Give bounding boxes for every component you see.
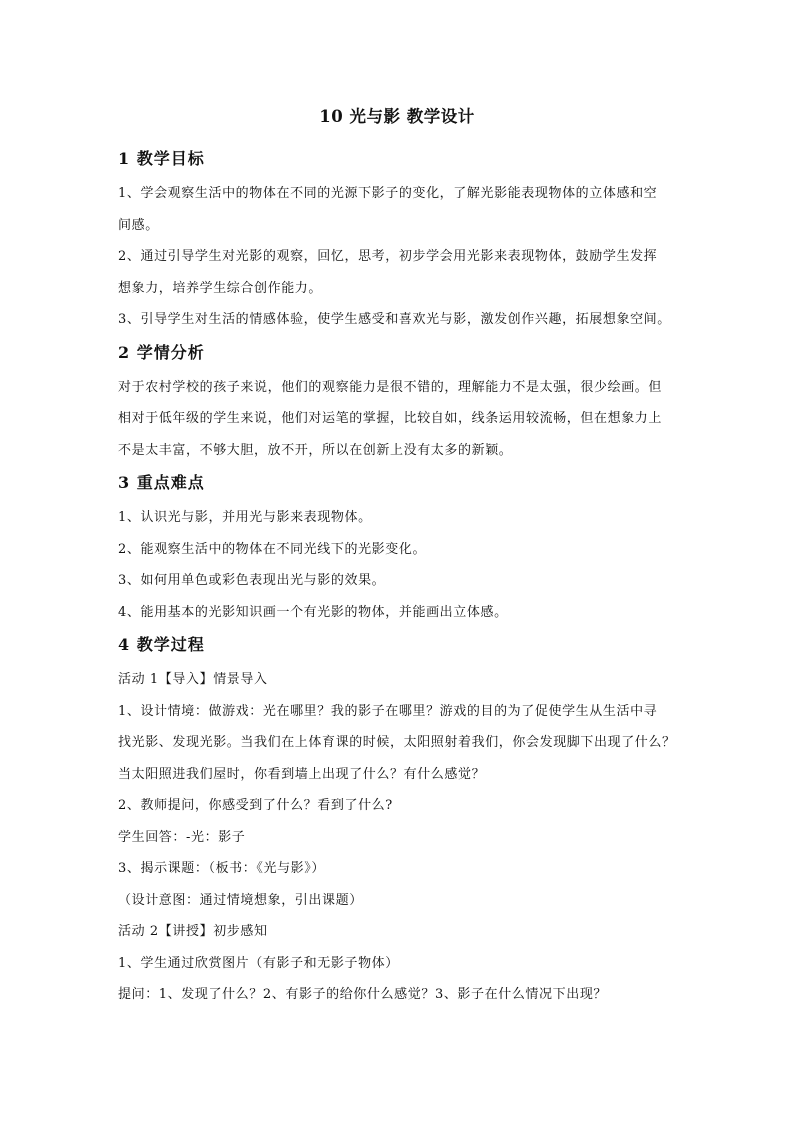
section-heading: 3 重点难点 (118, 473, 205, 492)
paragraph-line: 想象力，培养学生综合创作能力。 (118, 280, 323, 296)
paragraph-line: 1、认识光与影，并用光与影来表现物体。 (118, 510, 372, 525)
document-title: 10 光与影 教学设计 (319, 107, 475, 126)
paragraph-line: 2、通过引导学生对光影的观察，回忆，思考，初步学会用光影来表现物体，鼓励学生发挥 (118, 249, 658, 264)
document-body (118, 146, 680, 1015)
paragraph-line: 找光影、发现光影。当我们在上体育课的时候，太阳照射着我们，你会发现脚下出现了什么？ (118, 735, 676, 750)
paragraph-line: 1、学生通过欣赏图片（有影子和无影子物体） (118, 955, 399, 971)
paragraph-line: 当太阳照进我们屋时，你看到墙上出现了什么？有什么感觉？ (118, 766, 486, 782)
paragraph-line: 提问：1、发现了什么？2、有影子的给你什么感觉？3、影子在什么情况下出现？ (118, 987, 608, 1002)
paragraph-line: 3、引导学生对生活的情感体验，使学生感受和喜欢光与影，激发创作兴趣，拓展想象空间。 (118, 312, 671, 327)
section-teaching-process (118, 632, 680, 1011)
section-learner-analysis (118, 340, 680, 467)
paragraph-line: 3、如何用单色或彩色表现出光与影的效果。 (118, 573, 386, 588)
paragraph-line: 4、能用基本的光影知识画一个有光影的物体，并能画出立体感。 (118, 604, 508, 620)
section-teaching-objectives (118, 146, 680, 336)
paragraph-line: 不是太丰富，不够大胆，放不开，所以在创新上没有太多的新颖。 (118, 442, 513, 458)
paragraph-line: 2、能观察生活中的物体在不同光线下的光影变化。 (118, 541, 427, 557)
section-heading: 1 教学目标 (118, 149, 205, 168)
section-key-difficulties (118, 470, 680, 628)
paragraph-line: 2、教师提问，你感受到了什么？看到了什么? (118, 798, 393, 813)
activity-title: 活动 1【导入】情景导入 (118, 672, 268, 687)
paragraph-line: （设计意图：通过情境想象，引出课题） (118, 892, 363, 908)
paragraph-line: 学生回答：-光：影子 (118, 829, 246, 845)
section-heading: 4 教学过程 (118, 635, 205, 654)
paragraph-line: 相对于低年级的学生来说，他们对运笔的掌握，比较自如，线条运用较流畅，但在想象力上 (118, 411, 663, 426)
paragraph-line: 对于农村学校的孩子来说，他们的观察能力是很不错的，理解能力不是太强，很少绘画。但 (118, 379, 663, 395)
paragraph-line: 1、设计情境：做游戏：光在哪里？我的影子在哪里？游戏的目的为了促使学生从生活中寻 (118, 703, 658, 719)
activity-title: 活动 2【讲授】初步感知 (118, 924, 268, 939)
paragraph-line: 间感。 (118, 217, 159, 233)
paragraph-line: 3、揭示课题：（板书：《光与影》） (118, 861, 325, 876)
section-heading: 2 学情分析 (118, 342, 205, 362)
paragraph-line: 1、学会观察生活中的物体在不同的光源下影子的变化，了解光影能表现物体的立体感和空 (118, 186, 658, 201)
